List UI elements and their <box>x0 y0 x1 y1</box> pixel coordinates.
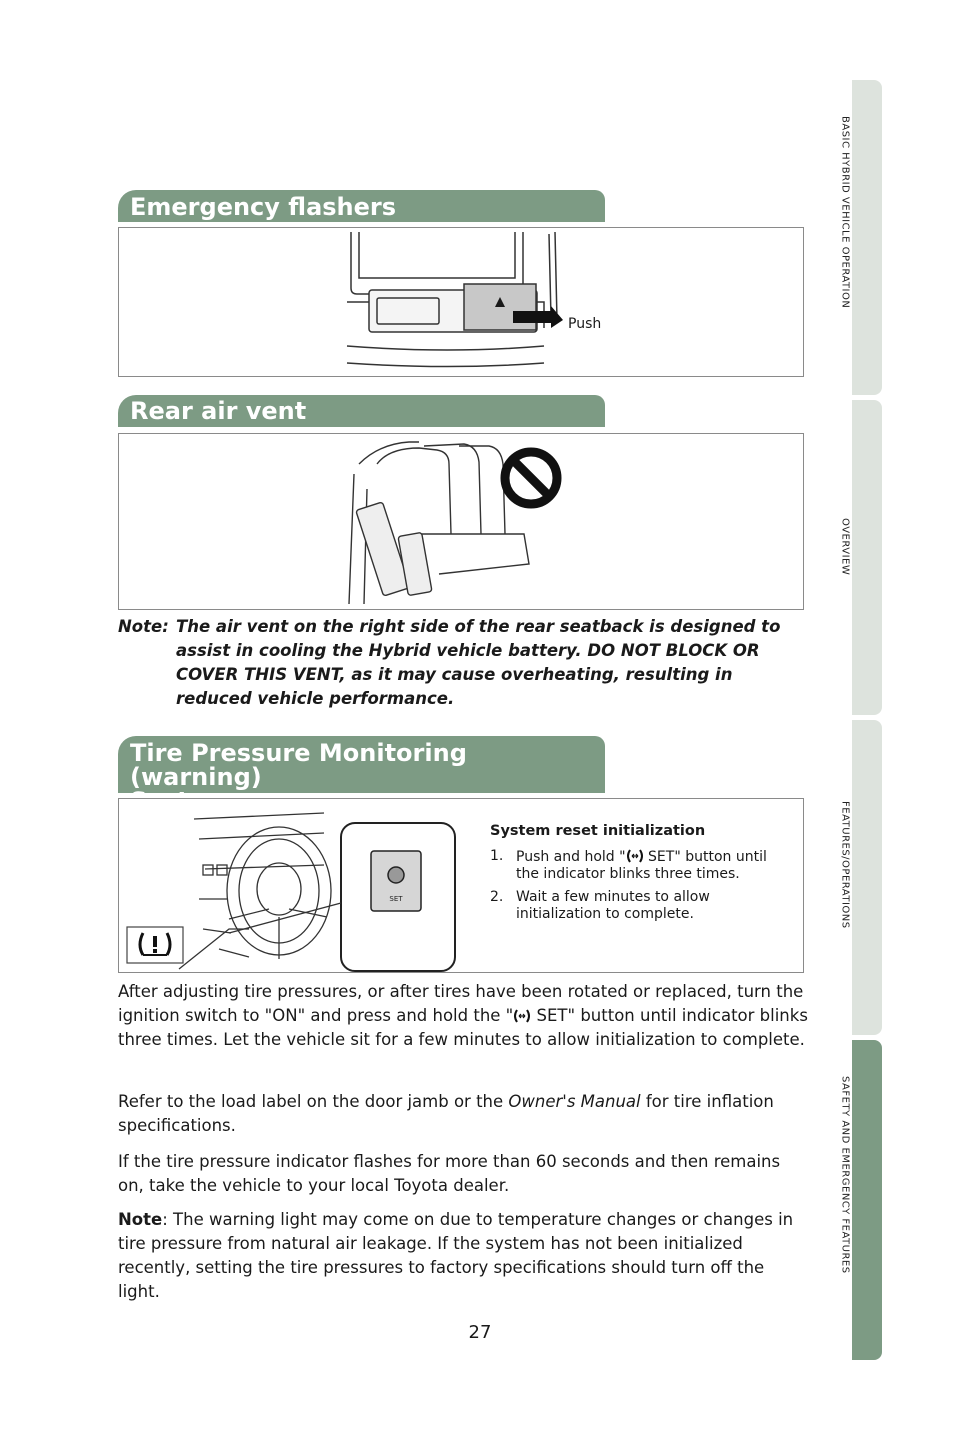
body-paragraph-load-label-b: for tire inflation specifications. <box>118 1092 774 1135</box>
step1-text-b: SET" button until the indicator blinks three times. <box>516 849 767 882</box>
side-tab-basic-hybrid[interactable] <box>852 80 882 395</box>
emergency-flashers-illustration-box <box>118 227 804 377</box>
body-note-label: Note <box>118 1210 163 1229</box>
svg-text:SET: SET <box>389 895 403 903</box>
rear-seat-illustration <box>119 434 803 609</box>
hazard-switch-illustration <box>119 228 803 376</box>
side-tab-overview[interactable] <box>852 400 882 715</box>
body-paragraph-reset-a: After adjusting tire pressures, or after tires have been rotated or replaced, turn the ignition switch to "ON" and press and hold the " <box>118 982 804 1025</box>
side-tab-features[interactable] <box>852 720 882 1035</box>
side-tab-overview-label: OVERVIEW <box>839 518 851 576</box>
tpms-title-line1: Tire Pressure Monitoring (warning) <box>130 739 467 791</box>
push-label: Push <box>568 316 602 332</box>
step1-text-a: Push and hold " <box>516 849 626 865</box>
side-tab-safety-label: SAFETY AND EMERGENCY FEATURES <box>839 1076 851 1274</box>
owners-manual-reference: Owner's Manual <box>508 1092 641 1111</box>
tpms-header <box>118 736 605 793</box>
prohibition-icon <box>505 452 557 504</box>
step2-number: 2. <box>490 889 504 905</box>
rear-air-vent-title: Rear air vent <box>130 397 307 425</box>
reset-title: System reset initialization <box>490 823 706 839</box>
page-number: 27 <box>468 1322 492 1343</box>
step1-text <box>516 848 790 883</box>
rear-vent-note <box>118 615 808 711</box>
side-tab-safety[interactable] <box>852 1040 882 1360</box>
body-paragraph-dealer: If the tire pressure indicator flashes for more than 60 seconds and then remains on, take the vehicle to your local Toyota dealer. <box>118 1152 781 1195</box>
body-paragraph-reset-b: SET" button until indicator blinks three times. Let the vehicle sit for a few minutes to allow initialization to complete. <box>118 1006 808 1049</box>
step2-text: Wait a few minutes to allow initialization to complete. <box>516 889 710 922</box>
tire-pressure-set-icon-inline <box>513 1008 531 1024</box>
tire-pressure-set-icon <box>626 848 644 864</box>
rear-air-vent-header <box>118 395 605 427</box>
tpms-illustration-box <box>118 798 804 973</box>
reset-instructions <box>490 823 790 923</box>
rear-vent-note-label: Note: <box>118 617 169 636</box>
emergency-flashers-title: Emergency flashers <box>130 193 397 221</box>
rear-air-vent-illustration-box <box>118 433 804 610</box>
body-paragraph-load-label-a: Refer to the load label on the door jamb or the <box>118 1092 509 1111</box>
side-tab-basic-hybrid-label: BASIC HYBRID VEHICLE OPERATION <box>839 115 851 309</box>
step1-number: 1. <box>490 848 504 864</box>
emergency-flashers-header <box>118 190 605 222</box>
body-note-text: : The warning light may come on due to temperature changes or changes in tire pressure from natural air leakage. If the system has not been initialized recently, setting the tire pressures to factory specifications should turn off the light. <box>118 1210 794 1301</box>
body-paragraph-reset <box>118 980 808 1052</box>
rear-vent-note-text: The air vent on the right side of the rear seatback is designed to assist in cooling the Hybrid vehicle battery. DO NOT BLOCK OR COVER THIS VENT, as it may cause overheating, resulting in reduced vehicle performance. <box>176 617 781 708</box>
side-tab-features-label: FEATURES/OPERATIONS <box>839 801 851 929</box>
body-paragraph-note <box>118 1208 808 1304</box>
body-paragraph-load-label <box>118 1090 808 1138</box>
